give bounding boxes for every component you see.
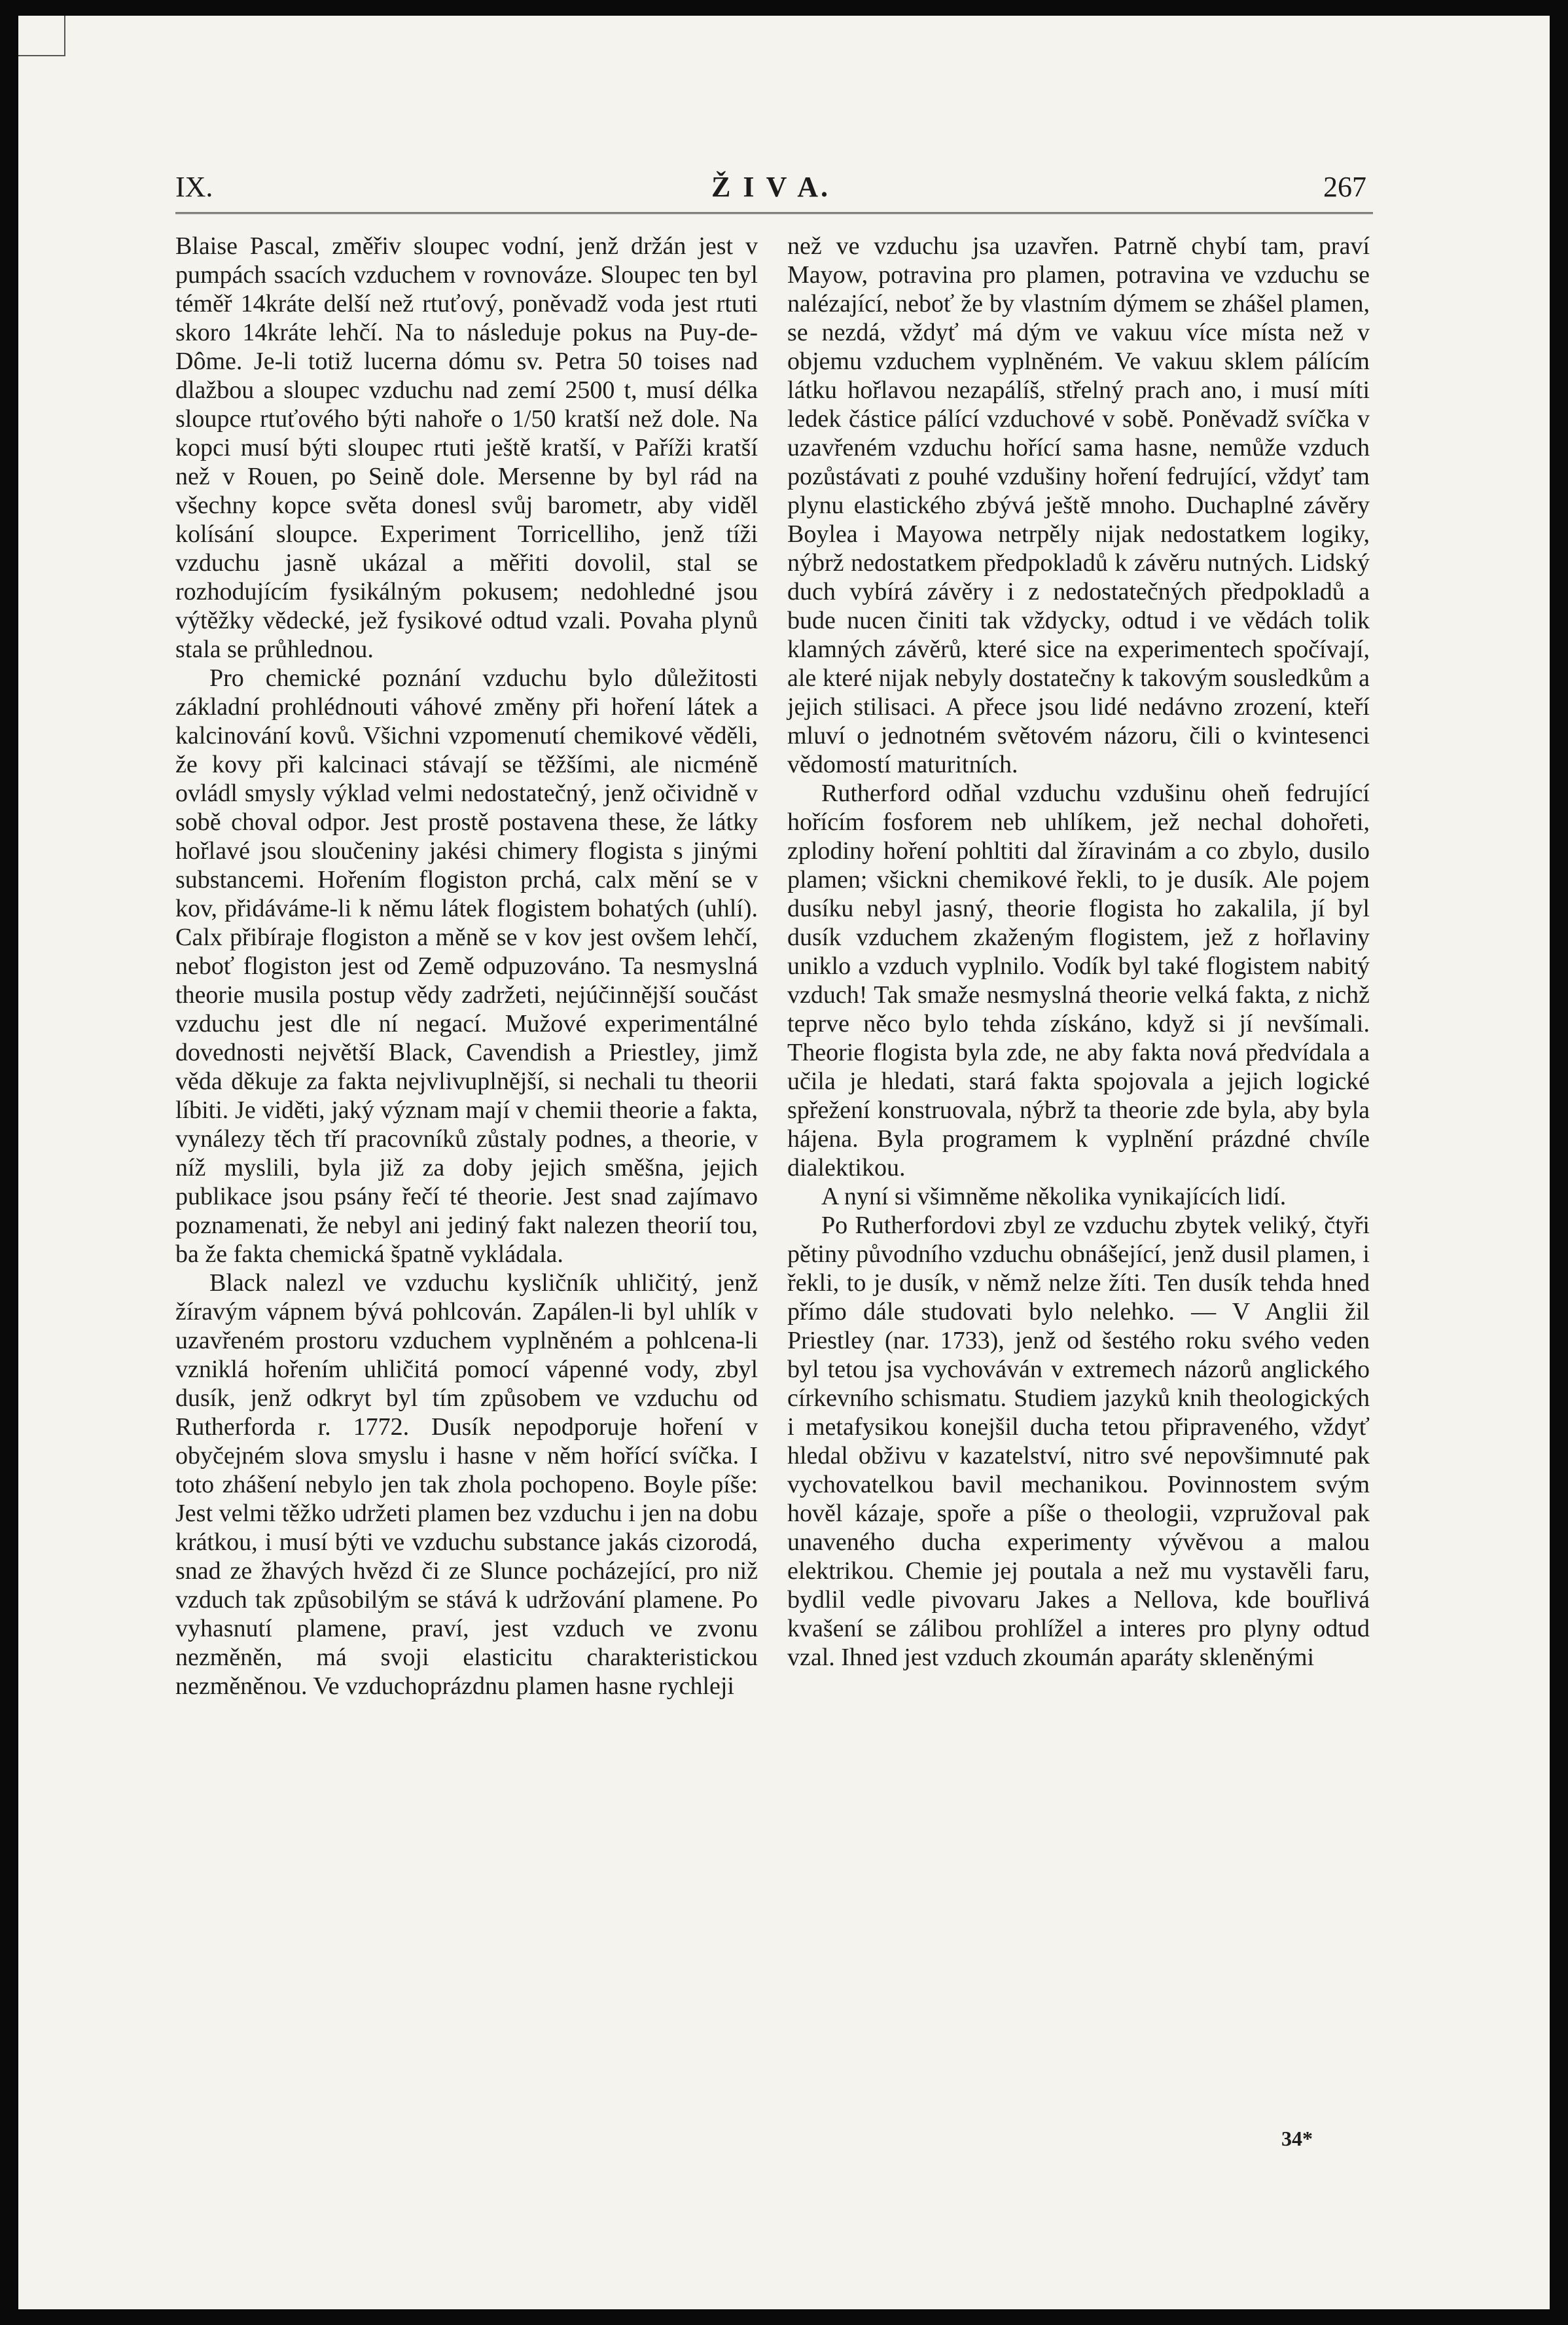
header-rule (175, 212, 1373, 214)
paragraph: než ve vzduchu jsa uzavřen. Patrně chybí tam, praví Mayow, potravina pro plamen, potravina ve vzduchu se nalézající, neboť že by vlastním dýmem se zhášel plamen, se nezdá, vždyť má dým ve vakuu více místa než v objemu vzduchem vyplněném. Ve vakuu sklem pálícím látku hořlavou nezapálíš, střelný prach ano, i musí míti ledek částice pálící vzduchové v sobě. Poněvadž svíčka v uzavřeném vzduchu hořící sama hasne, nemůže vzduch pozůstávati z pouhé vzdušiny hoření fedrující, vždyť tam plynu elastického zbývá ještě mnoho. Duchaplné závěry Boylea i Mayowa netrpěly nijak nedostatkem logiky, nýbrž nedostatkem předpokladů k závěru nutných. Lidský duch vybírá závěry i z nedostatečných předpokladů a bude nucen činiti tak vždycky, odtud i ve vědách tolik klamných závěrů, které sice na experimentech spočívají, ale které nijak nebyly dostatečny k takovým sousledkům a jejich stilisaci. A přece jsou lidé nedávno zrození, kteří mluví o jednotném světovém názoru, čili o kvintesenci vědomostí maturitních. (787, 232, 1370, 778)
page-number: 267 (1323, 171, 1366, 203)
journal-title: Ž I V A. (711, 171, 830, 203)
paragraph: Pro chemické poznání vzduchu bylo důležitosti základní prohlédnouti váhové změny při hoření látek a kalcinování kovů. Všichni vzpomenutí chemikové věděli, že kovy při kalcinaci stávají se těžšími, ale nicméně ovládl smysly výklad velmi nedostatečný, jenž očividně v sobě choval odpor. Jest prostě postavena these, že látky hořlavé jsou sloučeniny jakési chimery flogista s jinými substancemi. Hořením flogiston prchá, calx mění se v kov, přidáváme-li k němu látek flogistem bohatých (uhlí). Calx přibíraje flogiston a měně se v kov jest ovšem lehčí, neboť flogiston jest od Země odpuzováno. Ta nesmyslná theorie musila postup vědy zadržeti, nejúčinnější součást vzduchu jest dle ní negací. Mužové experimentálné dovednosti největší Black, Cavendish a Priestley, jimž věda děkuje za fakta nejvlivuplnější, si nechali tu theorii líbiti. Je viděti, jaký význam mají v chemii theorie a fakta, vynálezy těch tří pracovníků zůstaly podnes, a theorie, v níž myslili, byla již za doby jejich směšna, jejich publikace jsou psány řečí té theorie. Jest snad zajímavo poznamenati, že nebyl ani jediný fakt nalezen theorií tou, ba že fakta chemická špatně vykládala. (175, 664, 758, 1268)
scan-corner-mark (18, 16, 65, 56)
paragraph: Blaise Pascal, změřiv sloupec vodní, jenž držán jest v pumpách ssacích vzduchem v rovnováze. Sloupec ten byl téměř 14kráte delší než rtuťový, poněvadž voda jest rtuti skoro 14kráte lehčí. Na to následuje pokus na Puy-de-Dôme. Je-li totiž lucerna dómu sv. Petra 50 toises nad dlažbou a sloupec vzduchu nad zemí 2500 t, musí délka sloupce rtuťového býti nahoře o 1/50 kratší než dole. Na kopci musí býti sloupec rtuti ještě kratší, v Paříži kratší než v Rouen, po Seině dole. Mersenne by byl rád na všechny kopce světa donesl svůj barometr, aby viděl kolísání sloupce. Experiment Torricelliho, jenž tíži vzduchu jasně ukázal a měřiti dovolil, stal se rozhodujícím fysikálným pokusem; nedohledné jsou výtěžky vědecké, jež fysikové odtud vzali. Povaha plynů stala se průhlednou. (175, 232, 758, 663)
paragraph: Rutherford odňal vzduchu vzdušinu oheň fedrující hořícím fosforem neb uhlíkem, jež nechal dohořeti, zplodiny hoření pohltiti dal žíravinám a co zbylo, dusilo plamen; všickni chemikové řekli, to je dusík. Ale pojem dusíku nebyl jasný, theorie flogista ho zakalila, jí byl dusík vzduchem zkaženým flogistem, jež z hořlaviny uniklo a vzduch vyplnilo. Vodík byl také flogistem nabitý vzduch! Tak smaže nesmyslná theorie velká fakta, z nichž teprve něco bylo tehda získáno, když si jí nevšímali. Theorie flogista byla zde, ne aby fakta nová předvídala a učila je hledati, stará fakta spojovala a jejich logické spřežení konstruovala, nýbrž ta theorie zde byla, aby byla hájena. Byla programem k vyplnění prázdné chvíle dialektikou. (787, 780, 1370, 1181)
paragraph: Po Rutherfordovi zbyl ze vzduchu zbytek veliký, čtyři pětiny původního vzduchu obnášející, jenž dusil plamen, i řekli, to je dusík, v němž nelze žíti. Ten dusík tehda hned přímo dále studovati bylo nelehko. — V Anglii žil Priestley (nar. 1733), jenž od šestého roku svého veden byl tetou jsa vychováván v extremech názorů anglického církevního schismatu. Studiem jazyků knih theologických i metafysikou konejšil ducha tetou připraveného, vždyť hledal obživu v kazatelství, nitro své nepovšimnuté pak vychovatelkou bavil mechanikou. Povinnostem svým hověl kázaje, spoře a píše o theologii, vzpružoval pak unaveného ducha experimenty vývěvou a malou elektrikou. Chemie jej poutala a než mu vystavěli faru, bydlil vedle pivovaru Jakes a Nellova, kde bouřlivá kvašení se zálibou prohlížel a interes pro plyny odtud vzal. Ihned jest vzduch zkoumán aparáty skleněnými (787, 1212, 1370, 1671)
running-header (175, 170, 1366, 209)
volume-number: IX. (175, 171, 213, 203)
paragraph: A nyní si všimněme několika vynikajících lidí. (821, 1183, 1287, 1210)
right-column (787, 232, 1370, 1672)
paragraph: Black nalezl ve vzduchu kysličník uhličitý, jenž žíravým vápnem bývá pohlcován. Zapálen-li byl uhlík v uzavřeném prostoru vzduchem vyplněném a pohlcena-li vzniklá hořením uhličitá pomocí vápenné vody, zbyl dusík, jenž odkryt byl tím způsobem ve vzduchu od Rutherforda r. 1772. Dusík nepodporuje hoření v obyčejném slova smyslu i hasne v něm hořící svíčka. I toto zhášení nebylo jen tak zhola pochopeno. Boyle píše: Jest velmi těžko udržeti plamen bez vzduchu i jen na dobu krátkou, i musí býti ve vzduchu substance jakás cizorodá, snad ze žhavých hvězd či ze Slunce pocházející, pro niž vzduch tak způsobilým se stává k udržování plamene. Po vyhasnutí plamene, praví, jest vzduch ve zvonu nezměněn, má svoji elasticitu charakteristickou nezměněnou. Ve vzduchoprázdnu plamen hasne rychleji (175, 1269, 758, 1700)
sheet-signature: 34* (1281, 2127, 1313, 2150)
left-column (175, 232, 758, 1701)
journal-page (18, 16, 1550, 2309)
